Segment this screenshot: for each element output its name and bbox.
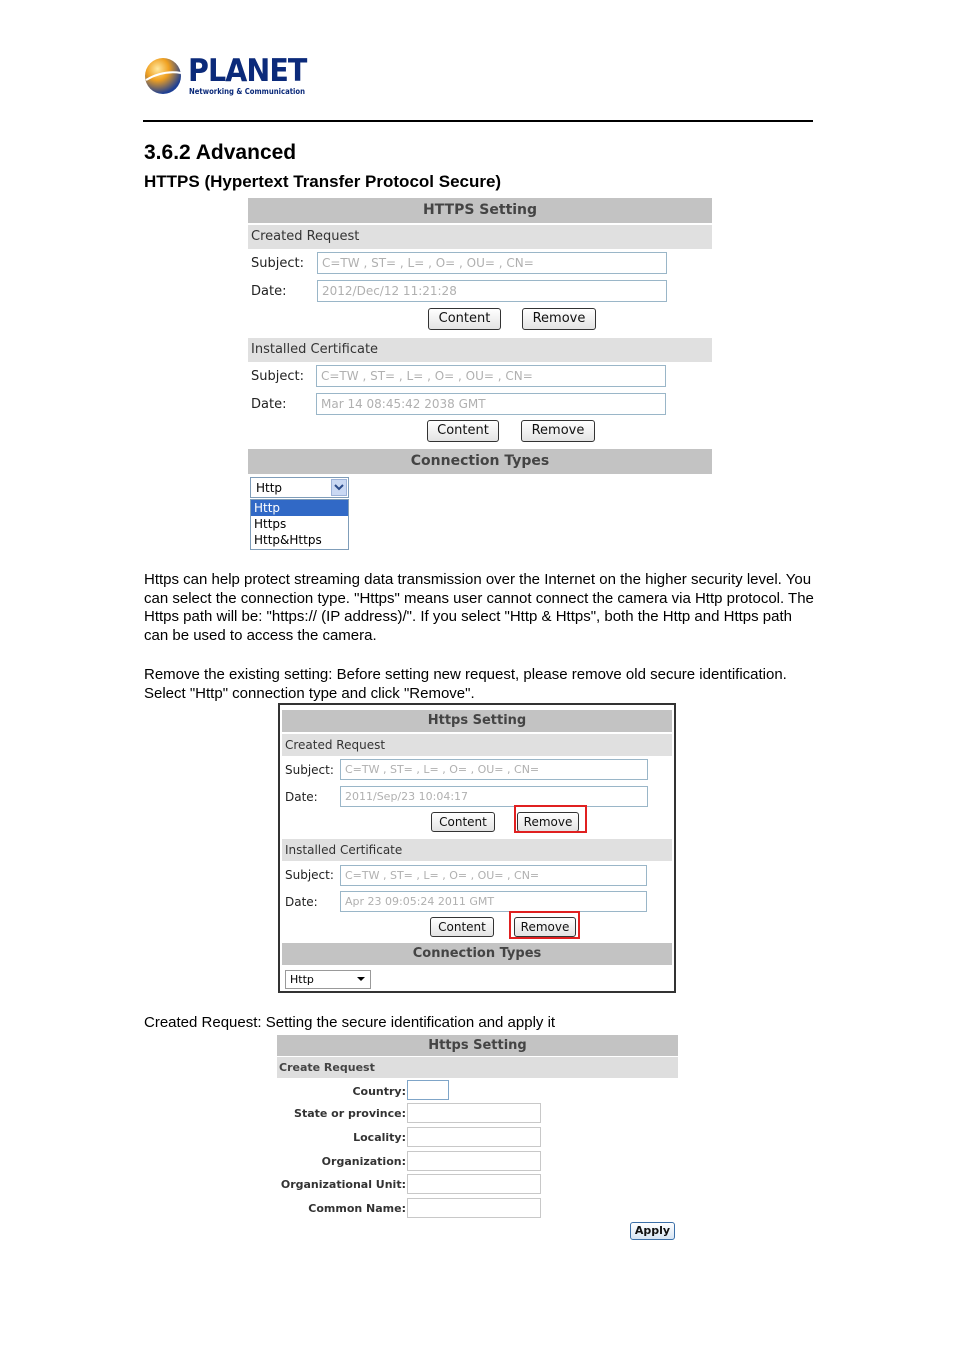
remove-highlight-box xyxy=(514,805,587,833)
https-setting-panel-1 xyxy=(248,198,712,552)
organization-label: Organization: xyxy=(321,1155,406,1168)
subject-label: Subject: xyxy=(251,369,304,384)
apply-button[interactable]: Apply xyxy=(630,1222,675,1240)
created-remove-button[interactable]: Remove xyxy=(522,308,596,330)
installed-certificate-heading: Installed Certificate xyxy=(282,839,672,861)
created-date-field[interactable]: 2012/Dec/12 11:21:28 xyxy=(317,280,667,302)
connection-types-heading: Connection Types xyxy=(282,943,672,965)
create-request-heading: Create Request xyxy=(277,1057,678,1078)
installed-content-button[interactable]: Content xyxy=(430,917,494,937)
panel-title: HTTPS Setting xyxy=(248,198,712,223)
header-divider xyxy=(143,120,813,122)
https-setting-panel-3 xyxy=(277,1035,678,1245)
date-label: Date: xyxy=(251,397,287,412)
installed-date-field[interactable]: Mar 14 08:45:42 2038 GMT xyxy=(316,393,666,415)
installed-certificate-heading: Installed Certificate xyxy=(248,338,712,362)
organization-input[interactable] xyxy=(407,1151,541,1171)
option-https[interactable]: Https xyxy=(254,517,287,531)
remove-highlight-box xyxy=(509,911,580,939)
installed-content-button[interactable]: Content xyxy=(427,420,499,442)
installed-remove-button[interactable]: Remove xyxy=(514,917,576,937)
connection-type-select[interactable] xyxy=(250,477,349,498)
created-request-heading: Created Request xyxy=(248,225,712,249)
state-label: State or province: xyxy=(294,1107,406,1120)
option-http-and-https[interactable]: Http&Https xyxy=(254,533,322,547)
subject-label: Subject: xyxy=(251,256,304,271)
common-name-label: Common Name: xyxy=(308,1202,406,1215)
org-unit-label: Organizational Unit: xyxy=(280,1178,406,1191)
option-http[interactable]: Http xyxy=(251,500,348,516)
connection-types-heading: Connection Types xyxy=(248,449,712,474)
locality-label: Locality: xyxy=(353,1131,406,1144)
locality-input[interactable] xyxy=(407,1127,541,1147)
subject-label: Subject: xyxy=(285,868,334,882)
planet-globe-logo-icon xyxy=(143,56,183,96)
created-request-heading: Created Request xyxy=(282,734,672,756)
installed-subject-field[interactable]: C=TW , ST= , L= , O= , OU= , CN= xyxy=(316,365,666,387)
connection-type-selected: Http xyxy=(256,481,283,495)
installed-subject-field[interactable]: C=TW , ST= , L= , O= , OU= , CN= xyxy=(340,865,647,886)
created-remove-button[interactable]: Remove xyxy=(517,812,579,832)
created-date-field[interactable]: 2011/Sep/23 10:04:17 xyxy=(340,786,648,807)
connection-type-options xyxy=(250,499,349,550)
https-description: Https can help protect streaming data transmission over the Internet on the higher security level. You can select the connection type. "Https" means user cannot connect the camera via Http protocol. The Https path will be: "https:// (IP address)/". If you select "Http & Https", both the Http and Https path can be used to access the camera. xyxy=(144,571,814,644)
date-label: Date: xyxy=(285,895,318,909)
panel-title: Https Setting xyxy=(282,710,672,732)
chevron-down-icon[interactable] xyxy=(331,479,347,496)
org-unit-input[interactable] xyxy=(407,1174,541,1194)
brand-name: PLANET xyxy=(188,53,307,89)
created-subject-field[interactable]: C=TW , ST= , L= , O= , OU= , CN= xyxy=(317,252,667,274)
connection-type-selected: Http xyxy=(290,973,314,986)
installed-date-field[interactable]: Apr 23 09:05:24 2011 GMT xyxy=(340,891,647,912)
connection-type-select[interactable] xyxy=(285,970,371,989)
country-input[interactable] xyxy=(407,1080,449,1100)
created-subject-field[interactable]: C=TW , ST= , L= , O= , OU= , CN= xyxy=(340,759,648,780)
https-setting-panel-2 xyxy=(278,703,676,993)
date-label: Date: xyxy=(285,790,318,804)
state-input[interactable] xyxy=(407,1103,541,1123)
installed-remove-button[interactable]: Remove xyxy=(521,420,595,442)
panel-title: Https Setting xyxy=(277,1035,678,1056)
subject-label: Subject: xyxy=(285,763,334,777)
created-content-button[interactable]: Content xyxy=(428,308,501,330)
section-title: 3.6.2 Advanced xyxy=(144,141,297,164)
common-name-input[interactable] xyxy=(407,1198,541,1218)
remove-instruction: Remove the existing setting: Before setting new request, please remove old secure identification. Select "Http" connection type and click "Remove". xyxy=(144,666,787,702)
created-content-button[interactable]: Content xyxy=(431,812,495,832)
country-label: Country: xyxy=(352,1085,406,1098)
subsection-title: HTTPS (Hypertext Transfer Protocol Secure) xyxy=(144,172,502,191)
dropdown-arrow-icon[interactable] xyxy=(356,974,366,987)
date-label: Date: xyxy=(251,284,287,299)
brand-tagline: Networking & Communication xyxy=(189,87,306,96)
create-request-instruction: Created Request: Setting the secure identification and apply it xyxy=(144,1014,556,1031)
